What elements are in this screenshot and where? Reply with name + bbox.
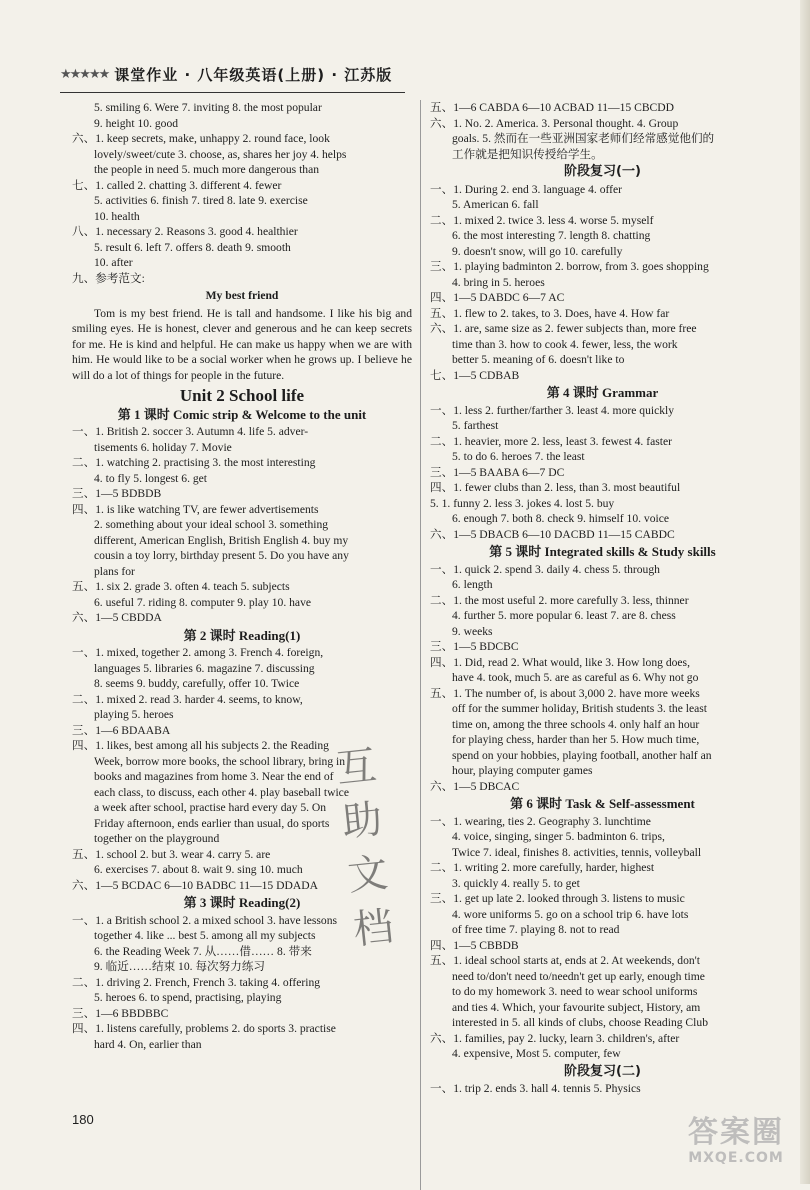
answer-line: 9. doesn't snow, will go 10. carefully — [452, 244, 623, 258]
lesson-heading: 第 1 课时 Comic strip & Welcome to the unit — [117, 406, 367, 422]
answer-line: 四、1. likes, best among all his subjects 2. the Reading — [72, 739, 329, 752]
answer-line: 五、1—6 CABDA 6—10 ACBAD 11—15 CBCDD — [430, 101, 675, 114]
answer-line: languages 5. libraries 6. magazine 7. discussing — [94, 661, 315, 675]
answer-line: time than 3. how to cook 4. fewer, less, the work — [452, 337, 678, 351]
watermark-text: 答案圈 — [688, 1115, 784, 1150]
column-divider — [420, 100, 421, 1190]
answer-line: 五、1. school 2. but 3. wear 4. carry 5. are — [72, 847, 271, 861]
answer-line: 四、1—5 DABDC 6—7 AC — [430, 291, 565, 304]
answer-line: need to/don't need to/needn't get up early, enough time — [452, 969, 705, 983]
answer-line: 5. American 6. fall — [452, 198, 539, 211]
lesson-heading: 第 3 课时 Reading(2) — [183, 895, 301, 910]
answer-line: 6. the most interesting 7. length 8. chatting — [452, 229, 651, 242]
answer-line: 5. result 6. left 7. offers 8. death 9. smooth — [94, 240, 291, 254]
answer-line: cousin a toy lorry, birthday present 5. Do you have any — [94, 549, 349, 562]
answer-line: 10. after — [94, 256, 133, 269]
answer-line: Week, borrow more books, the school library, bring in — [94, 754, 346, 768]
answer-line: 9. height 10. good — [94, 116, 179, 130]
answer-line: 六、1—5 DBACB 6—10 DACBD 11—15 CABDC — [430, 527, 675, 541]
answer-line: of free time 7. playing 8. not to read — [452, 923, 620, 936]
answer-line: 10. health — [94, 209, 140, 223]
answer-line: 5. to do 6. heroes 7. the least — [452, 450, 585, 463]
answer-line: a week after school, practise hard every day 5. On — [94, 801, 327, 814]
answer-line: 一、1. trip 2. ends 3. hall 4. tennis 5. Physics — [430, 1082, 641, 1095]
answer-line: 三、1—6 BBDBBC — [72, 1006, 169, 1020]
lesson-heading: 第 5 课时 Integrated skills & Study skills — [489, 544, 716, 559]
answer-line: 4. expensive, Most 5. computer, few — [452, 1047, 621, 1060]
answer-line: 五、1. six 2. grade 3. often 4. teach 5. subjects — [72, 580, 290, 593]
right-column — [430, 100, 775, 1097]
page-edge — [800, 0, 810, 1184]
answer-line: 5. activities 6. finish 7. tired 8. late 9. exercise — [94, 194, 308, 207]
review-heading: 阶段复习(二) — [564, 1063, 641, 1079]
answer-line: 9. weeks — [452, 624, 493, 638]
answer-line: Friday afternoon, ends earlier than usual, do sports — [94, 816, 330, 830]
answer-line: 二、1. driving 2. French, French 3. taking 4. offering — [72, 975, 321, 989]
answer-line: hour, playing computer games — [452, 764, 593, 777]
answer-line: 三、1. playing badminton 2. borrow, from 3. goes shopping — [430, 260, 709, 273]
page-number: 180 — [72, 1112, 94, 1127]
page-header — [60, 56, 400, 92]
answer-line: 8. seems 9. buddy, carefully, offer 10. Twice — [94, 677, 300, 690]
answer-line: tisements 6. holiday 7. Movie — [94, 440, 232, 454]
answer-line: each class, to discuss, each other 4. play baseball twice — [94, 785, 349, 799]
essay-body: Tom is my best friend. He is tall and handsome. I like his big and smiling eyes. He is honest, clever and generous and he can keep secrets for me. He is kind and helpful. He can make us happy when we are with him. He would like to be a social worker when he grows up. I believe he will do a lot of things for people in the future. — [72, 306, 412, 382]
answer-line: 二、1. mixed 2. twice 3. less 4. worse 5. myself — [430, 213, 654, 227]
answer-line: 一、1. wearing, ties 2. Geography 3. lunchtime — [430, 814, 651, 828]
answer-line: 3. quickly 4. really 5. to get — [452, 876, 580, 890]
answer-line: 一、1. mixed, together 2. among 3. French 4. foreign, — [72, 646, 324, 659]
answer-line: playing 5. heroes — [94, 708, 174, 721]
answer-line: 四、1—5 CBBDB — [430, 938, 519, 952]
answer-line: 一、1. a British school 2. a mixed school 3. have lessons — [72, 913, 338, 927]
answer-line: 九、参考范文: — [72, 271, 145, 285]
answer-line: 六、1—5 CBDDA — [72, 611, 162, 624]
review-heading: 阶段复习(一) — [564, 164, 641, 179]
answer-line: 三、1—5 BAABA 6—7 DC — [430, 465, 565, 479]
answer-line: 三、1—6 BDAABA — [72, 723, 171, 737]
answer-line: 4. further 5. more popular 6. least 7. are 8. chess — [452, 609, 676, 622]
answer-line: 二、1. writing 2. more carefully, harder, highest — [430, 861, 655, 874]
watermark-url: MXQE.COM — [688, 1150, 784, 1166]
answer-line: 一、1. During 2. end 3. language 4. offer — [430, 182, 623, 196]
answer-line: to do my homework 3. need to wear school uniforms — [452, 985, 698, 998]
answer-line: 6. useful 7. riding 8. computer 9. play 10. have — [94, 595, 312, 609]
answer-line: Twice 7. ideal, finishes 8. activities, tennis, volleyball — [452, 845, 702, 859]
answer-line: 2. something about your ideal school 3. something — [94, 518, 329, 531]
answer-line: 5. heroes 6. to spend, practising, playing — [94, 991, 282, 1004]
answer-line: together on the playground — [94, 832, 220, 845]
answer-line: 八、1. necessary 2. Reasons 3. good 4. healthier — [72, 225, 298, 238]
answer-line: 5. smiling 6. Were 7. inviting 8. the most popular — [94, 101, 322, 114]
lesson-heading: 第 2 课时 Reading(1) — [183, 627, 301, 643]
answer-line: books and magazines from home 3. Near the end of — [94, 770, 334, 783]
answer-line: 四、1. listens carefully, problems 2. do sports 3. practise — [72, 1022, 336, 1035]
answer-line: have 4. took, much 5. are as careful as 6. Why not go — [452, 671, 699, 684]
answer-line: time on, among the three schools 4. only half an hour — [452, 717, 700, 731]
answer-line: 五、1. The number of, is about 3,000 2. have more weeks — [430, 686, 700, 700]
answer-line: 三、1—5 BDCBC — [430, 640, 519, 653]
answer-line: 4. bring in 5. heroes — [452, 275, 545, 289]
answer-line: 三、1—5 BDBDB — [72, 487, 162, 500]
answer-line: 一、1. quick 2. spend 3. daily 4. chess 5. through — [430, 562, 660, 576]
answer-line: 4. to fly 5. longest 6. get — [94, 471, 208, 485]
answer-line: interested in 5. all kinds of clubs, choose Reading Club — [452, 1016, 708, 1029]
answer-line: 二、1. watching 2. practising 3. the most interesting — [72, 456, 316, 469]
answer-line: 七、1. called 2. chatting 3. different 4. fewer — [72, 178, 282, 192]
answer-line: 9. 临近……结束 10. 每次努力练习 — [94, 960, 266, 973]
answer-line: 二、1. the most useful 2. more carefully 3. less, thinner — [430, 593, 689, 607]
book-title: 课堂作业 · 八年级英语(上册) · 江苏版 — [114, 65, 393, 84]
answer-line: hard 4. On, earlier than — [94, 1037, 202, 1051]
answer-line: 5. farthest — [452, 419, 499, 432]
essay-title: My best friend — [205, 289, 279, 302]
answer-line: 五、1. flew to 2. takes, to 3. Does, have 4. How far — [430, 306, 670, 320]
answer-line: spend on your hobbies, playing football, another half an — [452, 748, 712, 762]
answer-line: 四、1. Did, read 2. What would, like 3. How long does, — [430, 655, 690, 669]
answer-line: 二、1. heavier, more 2. less, least 3. fewest 4. faster — [430, 434, 672, 448]
answer-line: 一、1. British 2. soccer 3. Autumn 4. life 5. adver- — [72, 425, 309, 438]
header-rule — [60, 92, 405, 93]
answer-line: goals. 5. 然而在一些亚洲国家老师们经常感觉他们的 — [452, 132, 715, 145]
answer-line: 6. enough 7. both 8. check 9. himself 10. voice — [452, 512, 670, 525]
answer-line: 五、1. ideal school starts at, ends at 2. At weekends, don't — [430, 954, 700, 967]
answer-line: 工作就是把知识传授给学生。 — [452, 147, 603, 161]
star-decoration-icon: ★★★★★ — [60, 66, 109, 81]
answer-line: 4. voice, singing, singer 5. badminton 6. trips, — [452, 830, 665, 843]
answer-line: 6. length — [452, 578, 493, 591]
answer-line: 一、1. less 2. further/farther 3. least 4. more quickly — [430, 403, 675, 417]
answer-line: 6. the Reading Week 7. 从……借…… 8. 带来 — [94, 944, 312, 958]
answer-line: 四、1. is like watching TV, are fewer advertisements — [72, 502, 319, 516]
answer-line: together 4. like ... best 5. among all my subjects — [94, 929, 316, 942]
answer-line: 六、1. keep secrets, make, unhappy 2. round face, look — [72, 132, 330, 145]
answer-line: the people in need 5. much more dangerous than — [94, 163, 320, 176]
answer-line: plans for — [94, 564, 135, 578]
answer-line: off for the summer holiday, British students 3. the least — [452, 702, 708, 715]
answer-line: better 5. meaning of 6. doesn't like to — [452, 353, 625, 366]
answer-line: 六、1. are, same size as 2. fewer subjects than, more free — [430, 322, 697, 335]
answer-line: 六、1. families, pay 2. lucky, learn 3. children's, after — [430, 1031, 680, 1045]
answer-line: 三、1. get up late 2. looked through 3. listens to music — [430, 892, 685, 905]
answer-line: and ties 4. Which, your favourite subject, History, am — [452, 1000, 701, 1014]
answer-line: 四、1. fewer clubs than 2. less, than 3. most beautiful — [430, 481, 681, 494]
answer-line: lovely/sweet/cute 3. choose, as, shares her joy 4. helps — [94, 147, 347, 161]
handwritten-stamp: 互 助 文 档 — [334, 742, 396, 954]
watermark-logo — [676, 1116, 796, 1174]
answer-line: 4. wore uniforms 5. go on a school trip 6. have lots — [452, 907, 689, 921]
answer-line: 六、1—5 BCDAC 6—10 BADBC 11—15 DDADA — [72, 878, 318, 892]
answer-line: 七、1—5 CDBAB — [430, 368, 520, 382]
answer-line: 六、1—5 DBCAC — [430, 779, 520, 793]
answer-line: for playing chess, harder than her 5. How much time, — [452, 733, 700, 746]
answer-line: 六、1. No. 2. America. 3. Personal thought. 4. Group — [430, 116, 679, 130]
answer-line: 6. exercises 7. about 8. wait 9. sing 10. much — [94, 863, 303, 876]
answer-line: 二、1. mixed 2. read 3. harder 4. seems, to know, — [72, 692, 303, 706]
answer-line: 5. 1. funny 2. less 3. jokes 4. lost 5. buy — [430, 496, 615, 510]
answer-line: different, American English, British English 4. buy my — [94, 533, 349, 547]
unit-title: Unit 2 School life — [179, 386, 305, 405]
lesson-heading: 第 4 课时 Grammar — [546, 385, 659, 400]
lesson-heading: 第 6 课时 Task & Self-assessment — [510, 796, 695, 811]
